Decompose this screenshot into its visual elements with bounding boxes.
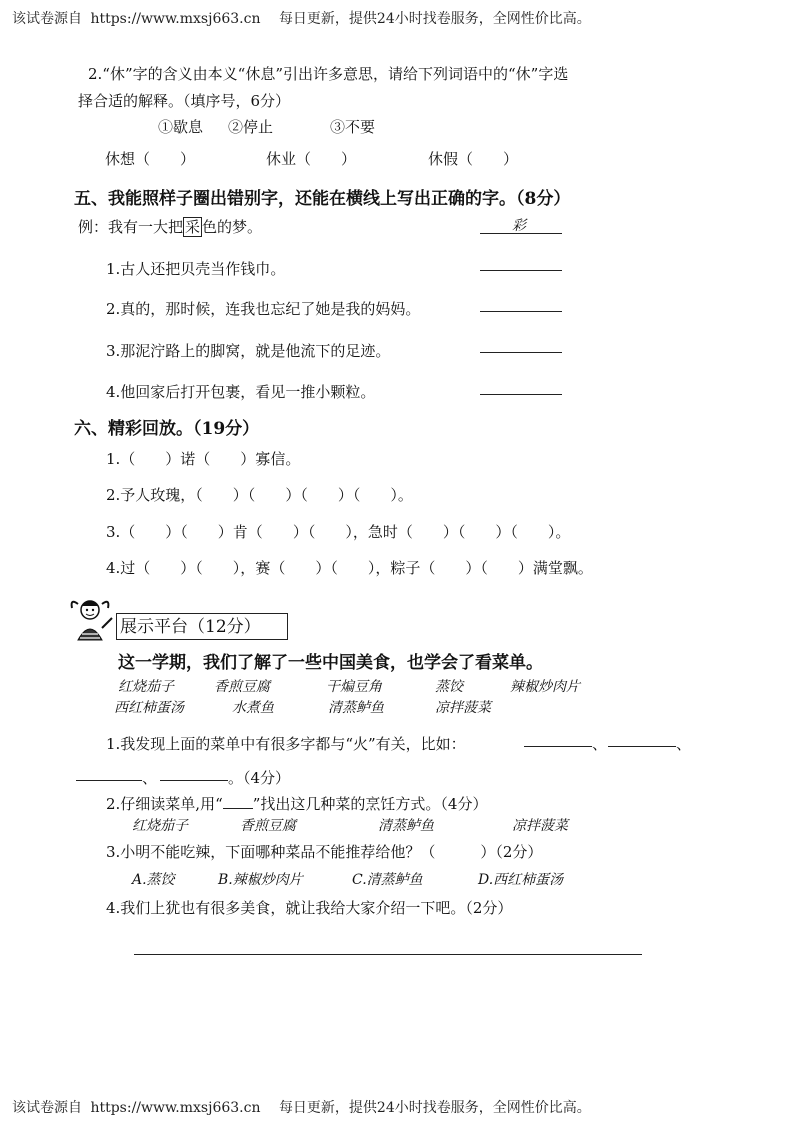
q1-end: 。（4分） [228,769,291,787]
section6-item-1: 1.（ ）诺（ ）寡信。 [106,450,301,468]
q1-sep: 、 [592,735,608,753]
q2-word-3: 休假（ ） [428,150,519,168]
platform-title: 展示平台（12分） [116,613,288,640]
q3-option-b: B.辣椒炒肉片 [218,872,303,888]
section5-example [78,216,262,237]
menu-item: 干煸豆角 [326,679,382,695]
q1-blank-2[interactable] [608,746,676,747]
header [12,8,591,28]
q2-prefix: 2.仔细读菜单,用“ [106,795,223,813]
menu-item: 辣椒炒肉片 [510,679,580,695]
q3-option-d: D.西红柿蛋汤 [478,872,564,888]
q2-option-2: ②停止 [228,118,274,136]
section5-item-3: 3.那泥泞路上的脚窝，就是他流下的足迹。 [106,342,391,360]
platform-q2 [106,793,487,814]
menu-item: 蒸饺 [435,679,463,695]
q2-line1: 2.“休”字的含义由本义“休息”引出许多意思，请给下列词语中的“休”字选 [88,65,569,83]
q2-line2: 择合适的解释。（填序号，6分） [78,92,291,110]
section5-item-1: 1.古人还把贝壳当作钱巾。 [106,260,286,278]
example-prefix: 例：我有一大把 [78,218,184,236]
q2-suffix: ”找出这几种菜的烹饪方式。（4分） [252,795,488,813]
section5-answer-line-4[interactable] [480,394,562,395]
footer-slogan: 每日更新，提供24小时找卷服务，全网性价比高。 [278,1100,591,1116]
platform-intro: 这一学期，我们了解了一些中国美食，也学会了看菜单。 [118,653,543,673]
footer-url[interactable]: https://www.mxsj663.cn [90,1100,261,1116]
example-circled-char: 采 [185,218,201,236]
q1-sep: 、 [676,735,692,753]
section5-item-4: 4.他回家后打开包裹，看见一推小颗粒。 [106,383,376,401]
menu-item: 水煮鱼 [232,700,274,716]
q1-blank-3[interactable] [76,780,142,781]
section6-item-4: 4.过（ ）（ ），赛（ ）（ ），粽子（ ）（ ）满堂飘。 [106,559,593,577]
menu-item: 西红柿蛋汤 [114,700,184,716]
section6-item-3: 3.（ ）（ ）肯（ ）（ ），急时（ ）（ ）（ ）。 [106,523,571,541]
q2-dish: 红烧茄子 [132,818,188,834]
q4-answer-line[interactable] [134,954,642,955]
platform-q4: 4.我们上犹也有很多美食，就让我给大家介绍一下吧。（2分） [106,899,513,917]
header-slogan: 每日更新，提供24小时找卷服务，全网性价比高。 [278,11,591,27]
footer [12,1097,591,1117]
section6-item-2: 2.予人玫瑰，（ ）（ ）（ ）（ ）。 [106,486,413,504]
underline-sample [223,796,253,809]
q3-option-a: A.蒸饺 [132,872,175,888]
section6-title: 六、精彩回放。（19分） [74,419,260,439]
q1-sep: 、 [142,769,158,787]
section5-answer-line-3[interactable] [480,352,562,353]
q2-word-2: 休业（ ） [266,150,357,168]
menu-item: 凉拌菠菜 [435,700,491,716]
section5-answer-line-2[interactable] [480,311,562,312]
q1-blank-4[interactable] [160,780,228,781]
q2-dish: 凉拌菠菜 [512,818,568,834]
section5-title: 五、我能照样子圈出错别字，还能在横线上写出正确的字。（8分） [74,189,571,209]
menu-item: 红烧茄子 [118,679,174,695]
section5-answer-line-1[interactable] [480,270,562,271]
menu-item: 香煎豆腐 [214,679,270,695]
girl-illustration [64,594,116,650]
menu-item: 清蒸鲈鱼 [328,700,384,716]
platform-q1: 1.我发现上面的菜单中有很多字都与“火”有关，比如： [106,735,466,753]
q2-option-1: ①歇息 [158,118,204,136]
header-url[interactable]: https://www.mxsj663.cn [90,11,261,27]
example-answer-line [480,233,562,234]
platform-q3: 3.小明不能吃辣，下面哪种菜品不能推荐给他？（ ）（2分） [106,843,543,861]
header-source: 该试卷源自 [12,11,82,27]
q2-option-3: ③不要 [330,118,376,136]
q2-dish: 香煎豆腐 [240,818,296,834]
q3-option-c: C.清蒸鲈鱼 [352,872,423,888]
section5-item-2: 2.真的，那时候，连我也忘纪了她是我的妈妈。 [106,300,421,318]
example-suffix: 色的梦。 [202,218,263,236]
cartoon-girl-icon [64,594,116,646]
q2-word-1: 休想（ ） [105,150,196,168]
example-answer: 彩 [512,218,526,234]
footer-source: 该试卷源自 [12,1100,82,1116]
q2-dish: 清蒸鲈鱼 [378,818,434,834]
q1-blank-1[interactable] [524,746,592,747]
